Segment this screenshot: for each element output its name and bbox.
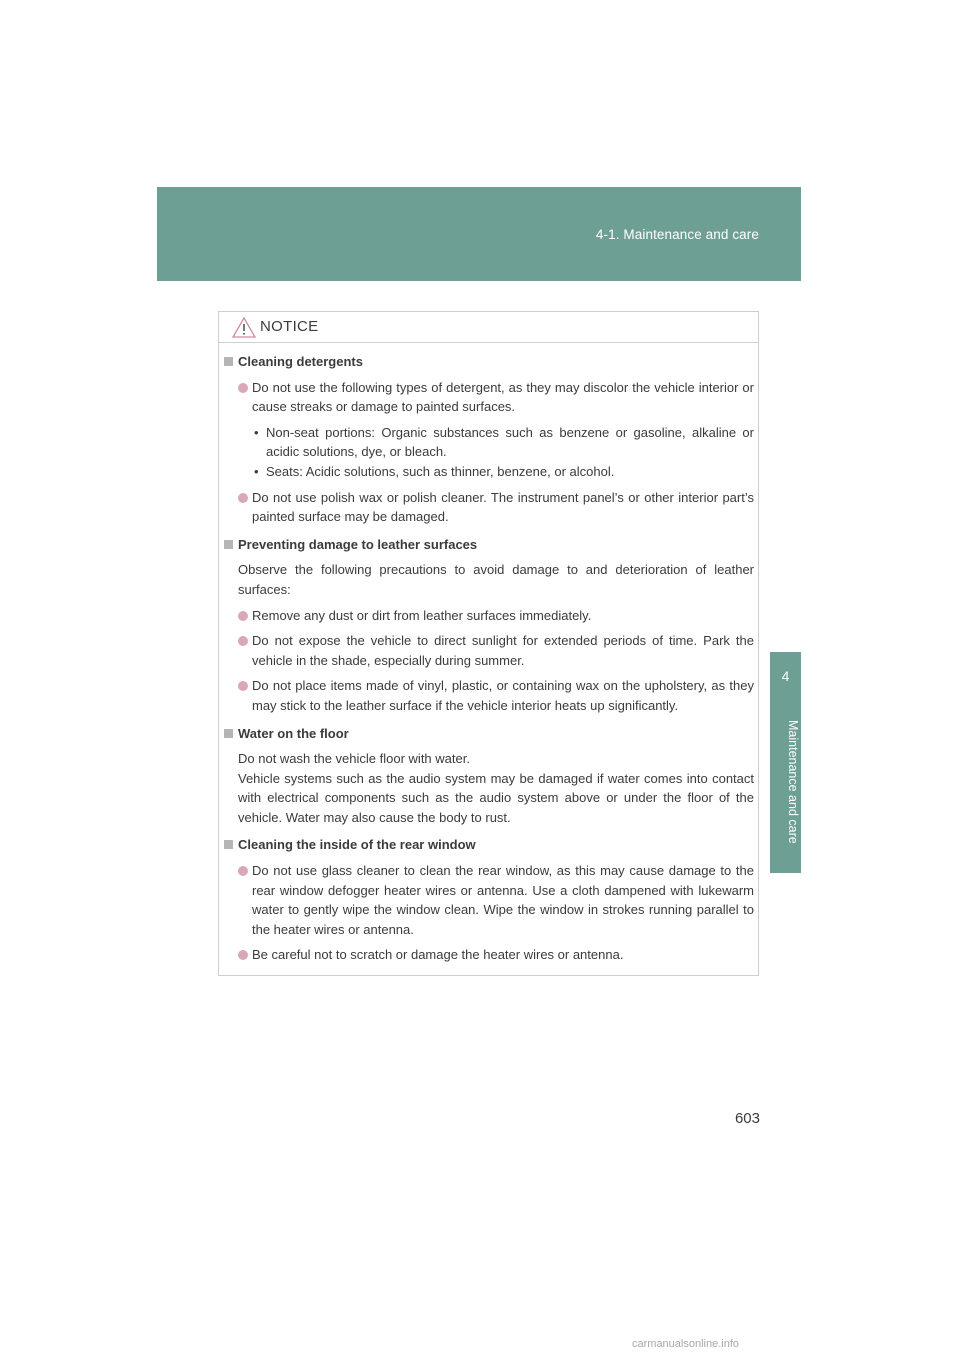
round-bullet-icon bbox=[238, 611, 248, 621]
notice-content bbox=[224, 352, 754, 965]
sub-bullet-icon: • bbox=[254, 463, 259, 479]
section-heading: Cleaning the inside of the rear window bbox=[224, 835, 754, 855]
chapter-number: 4 bbox=[770, 652, 801, 700]
watermark[interactable]: carmanualsonline.info bbox=[632, 1338, 740, 1350]
notice-label: NOTICE bbox=[260, 318, 319, 335]
bullet-item: Do not expose the vehicle to direct sunlight for extended periods of time. Park the vehicle in the shade, especially during summer. bbox=[224, 631, 754, 670]
bullet-item: Do not use polish wax or polish cleaner. The instrument panel’s or other interior part’s painted surface may be damaged. bbox=[224, 488, 754, 527]
side-tab-gap bbox=[770, 281, 801, 652]
round-bullet-icon bbox=[238, 866, 248, 876]
paragraph: Observe the following precautions to avoid damage to and deterioration of leather surfaces: bbox=[238, 562, 754, 597]
square-bullet-icon bbox=[224, 729, 233, 738]
round-bullet-icon bbox=[238, 950, 248, 960]
round-bullet-icon bbox=[238, 493, 248, 503]
square-bullet-icon bbox=[224, 840, 233, 849]
square-bullet-icon bbox=[224, 540, 233, 549]
square-bullet-icon bbox=[224, 357, 233, 366]
round-bullet-icon bbox=[238, 383, 248, 393]
section-heading: Preventing damage to leather surfaces bbox=[224, 535, 754, 555]
section-heading: Cleaning detergents bbox=[224, 352, 754, 372]
sub-item: • Seats: Acidic solutions, such as thinner, benzene, or alcohol. bbox=[224, 462, 754, 482]
section-title: 4-1. Maintenance and care bbox=[595, 227, 759, 242]
bullet-item: Remove any dust or dirt from leather surfaces immediately. bbox=[224, 606, 754, 626]
round-bullet-icon bbox=[238, 636, 248, 646]
chapter-label: Maintenance and care bbox=[786, 720, 800, 844]
paragraph: Vehicle systems such as the audio system may be damaged if water comes into contact with electrical components such as the audio system above or under the floor of the vehicle. Water may also cause the body to rust. bbox=[238, 770, 754, 825]
header-band bbox=[157, 187, 801, 281]
notice-box bbox=[218, 311, 759, 976]
bullet-item: Be careful not to scratch or damage the heater wires or antenna. bbox=[224, 945, 754, 965]
bullet-item: Do not place items made of vinyl, plastic, or containing wax on the upholstery, as they may stick to the leather surface if the vehicle interior heats up significantly. bbox=[224, 676, 754, 715]
sub-item: • Non-seat portions: Organic substances such as benzene or gasoline, alkaline or acidic solutions, dye, or bleach. bbox=[254, 424, 754, 460]
paragraph: Do not wash the vehicle floor with water. bbox=[238, 751, 470, 767]
page-number: 603 bbox=[734, 1110, 760, 1127]
bullet-item: Do not use glass cleaner to clean the rear window, as this may cause damage to the rear window defogger heater wires or antenna. Use a cloth dampened with lukewarm water to gently wipe the window clean. Wipe the window in strokes running parallel to the heater wires or antenna. bbox=[224, 861, 754, 939]
section-heading: Water on the floor bbox=[224, 724, 754, 744]
bullet-item: Do not use the following types of detergent, as they may discolor the vehicle interior or cause streaks or damage to painted surfaces. bbox=[224, 378, 754, 417]
notice-header bbox=[219, 312, 758, 343]
sub-bullet-icon: • bbox=[254, 424, 259, 440]
warning-triangle-icon bbox=[232, 317, 256, 338]
round-bullet-icon bbox=[238, 681, 248, 691]
